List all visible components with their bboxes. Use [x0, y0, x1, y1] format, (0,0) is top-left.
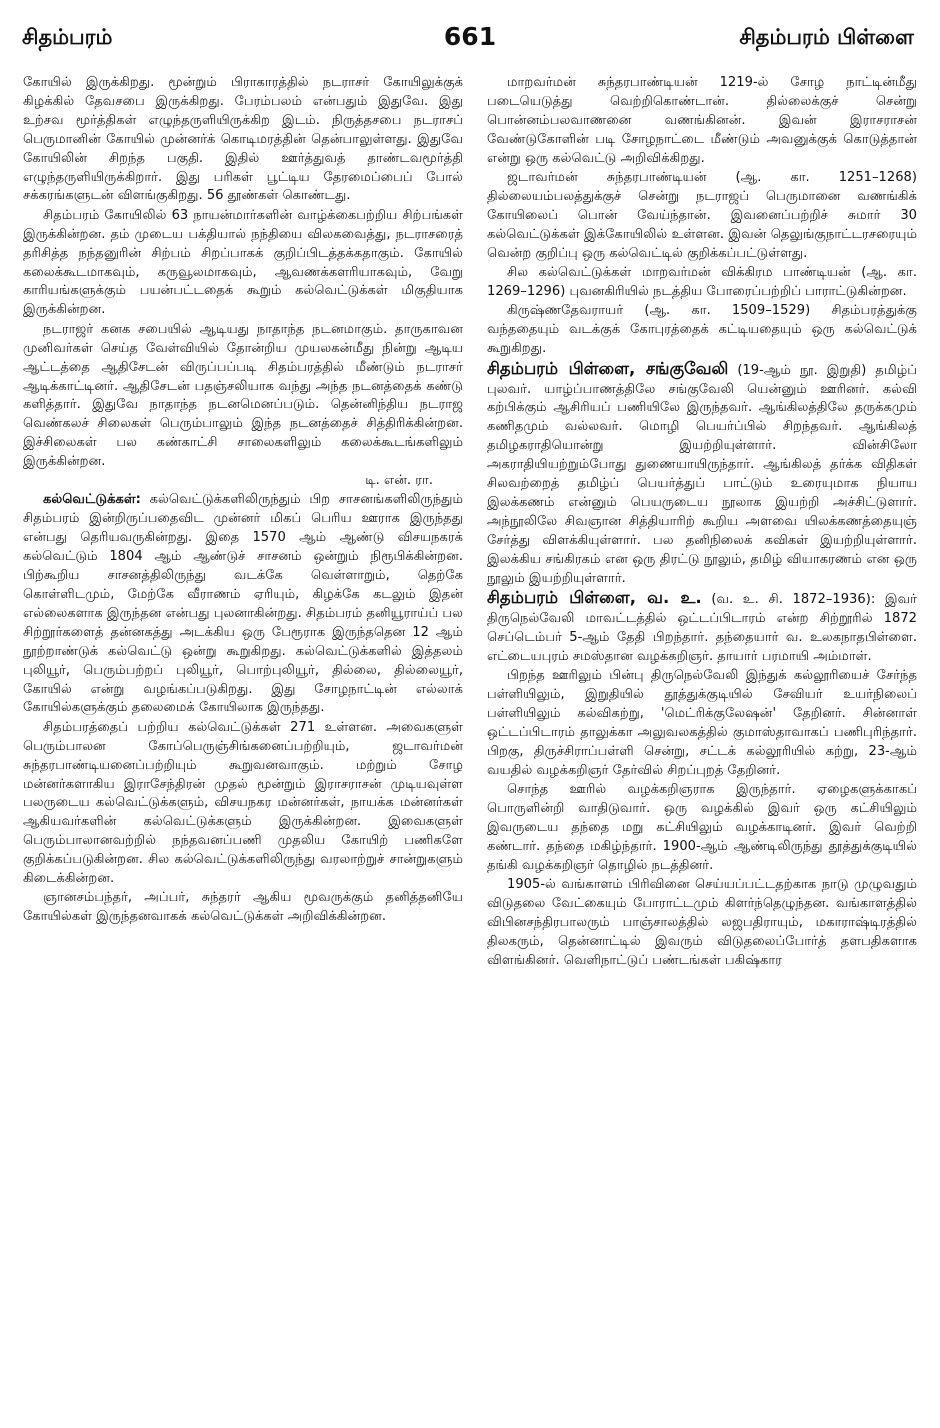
paragraph-voc-freedom: 1905-ல் வங்காளம் பிரிவினை செய்யப்பட்டதற்காக நாடு முழுவதும் விடுதலை வேட்கையும் போராட்டமும் கிளர்ந்தெழுந்தன. வங்காளத்தில் விபினசந்திரபாலரும் பாஞ்சாலத்தில் லஜபதிராயும், மகாராஷ்டிரத்தில் திலகரும், தென்னாட்டில் இவரும் விடுதலைப்போர்த் தளபதிகளாக விளங்கினர். வெளிநாட்டுப் பண்டங்கள் பகிஷ்கார	[487, 877, 917, 968]
paragraph-three-saints: ஞானசம்பந்தர், அப்பர், சுந்தரர் ஆகிய மூவருக்கும் தனித்தனியே கோயில்கள் இருந்தனவாகக் கல்வெட்டுக்கள் அறிவிக்கின்றன.	[23, 890, 463, 925]
entry-voc-title: சிதம்பரம் பிள்ளை, வ. உ.	[487, 587, 702, 607]
author-signature: டி. என். ரா.	[365, 473, 433, 489]
running-head-right: சிதம்பரம் பிள்ளை	[739, 25, 914, 49]
paragraph-voc-education: பிறந்த ஊரிலும் பின்பு திருநெல்வேலி இந்துக் கல்லூரியைச் சேர்ந்த பள்ளியிலும், இறுதியில் தூத்துக்குடியில் சேவியர் உயர்நிலைப் பள்ளியிலும் கல்விகற்று, 'மெட்ரிக்குலேஷன்' தேறினர். சின்னாள் ஒட்டப்பிடாரம் தாலுக்கா அலுவலகத்தில் குமாஸ்தாவாகப் பணிபுரிந்தார். பிறகு, திருச்சிராப்பள்ளி சென்று, சட்டக் கல்லூரியில் கற்று, 23-ஆம் வயதில் வழக்கறிஞர் தேர்வில் சிறப்புறத் தேறினர்.	[487, 668, 917, 778]
entry-voc	[487, 589, 917, 667]
paragraph-maravarman: மாறவர்மன் சுந்தரபாண்டியன் 1219-ல் சோழ நாட்டின்மீது படையெடுத்து வெற்றிகொண்டான். தில்லைக்குச் சென்று பொன்னம்பலவாணனை வணங்கினன். இவன் இராசராசன் வேண்டுகோளின் படி சோழநாட்டை மீண்டும் அவனுக்குக் கொடுத்தான் என்று ஒரு கல்வெட்டு அறிவிக்கிறது.	[487, 75, 917, 166]
paragraph-nataraja-dance	[23, 321, 463, 491]
paragraph-nayanmar-sculptures: சிதம்பரம் கோயிலில் 63 நாயன்மார்களின் வாழ்க்கைபற்றிய சிற்பங்கள் இருக்கின்றன. தம் முடைய பக்தியால் நந்தியை விலகவைத்து, நடராசரைத் தரிசித்த நந்தனுரின் சிற்பம் சிறப்பாகக் குறிப்பிடத்தக்கதாகும். கோயில் கலைக்கூடமாகவும், கருவூலமாகவும், ஆவணக்களரியாகவும், வேறு காரியங்களுக்கும் பயன்பட்டதைக் கூறும் கல்வெட்டுக்கள் மிகுதியாக இருக்கின்றன.	[23, 207, 463, 318]
paragraph-temple-sabhas: கோயில் இருக்கிறது. மூன்றும் பிராகாரத்தில் நடராசர் கோயிலுக்குக் கிழக்கில் தேவசபை இருக்கிறது. பேரம்பலம் என்பதும் இதுவே. இது உற்சவ மூர்த்திகள் எழுந்தருளியிருக்கிற இடம். நிருத்தசபை நடராசப் பெருமானின் கோயில் முன்னர்க் கொடிமரத்தின் தென்பாலுள்ளது. இதுவே கோயிலின் சிறந்த பகுதி. இதில் ஊர்த்துவத் தாண்டவமூர்த்தி எழுந்தருளியிருக்கிறார். இது பரிகள் பூட்டிய தேரமைப்பைப் போல் சக்கரங்களுடன் விளங்குகிறது. 56 தூண்கள் கொண்டது.	[23, 75, 463, 204]
page-number: 661	[443, 22, 497, 51]
entry-sanguveli-body: (19-ஆம் நூ. இறுதி) தமிழ்ப் புலவர். யாழ்ப்பாணத்திலே சங்குவேலி யென்னும் ஊரினர். கல்வி கற்பிக்கும் ஆசிரியப் பணியிலே இருந்தவர். ஆங்கிலத்திலே தருக்கமும் கணிதமும் வல்லவர். மொழி பெயர்ப்பில் சிறந்தவர். ஆங்கிலத் தமிழகராதியொன்று இயற்றியுள்ளார். வின்சிலோ அகராதியியற்றும்போது துணையாயிருந்தார். ஆங்கிலத் தர்க்க விதிகள் சிலவற்றைத் தமிழ்ப் பெயர்த்துப் பாட்டும் உரையுமாக நியாய இலக்கணம் என்னும் பெயருடைய நூலாக இயற்றி அச்சிட்டுளார். அந்நூலிலே சிவஞான சித்தியாரிற் கூறிய அளவை யிலக்கணத்தையுஞ் சேர்த்து விளக்கியுள்ளார். பல தனிநிலைக் கவிகள் இயற்றியுள்ளார். இலக்கிய சங்கிரகம் என ஒரு திரட்டு நூலும், தமிழ் வியாகரணம் என ஒரு நூலும் இயற்றியுள்ளார்.	[487, 362, 917, 586]
inscriptions-text: கல்வெட்டுக்களிலிருந்தும் பிற சாசனங்களிலிருந்தும் சிதம்பரம் இன்றிருப்பதைவிட முன்னர் மிகப் பெரிய ஊராக இருந்தது என்பது தெரியவருகின்றது. இதை 1570 ஆம் ஆண்டு விசயநகரக் கல்வெட்டும் 1804 ஆம் ஆண்டுச் சாசனம் ஒன்றும் நிரூபிக்கின்றன. பிற்கூறிய சாசனத்திலிருந்து வடக்கே வெள்ளாறும், தெற்கே கொள்ளிடமும், மேற்கே வீராணம் ஏரியும், கிழக்கே கடலும் இதன் எல்லைகளாக இருந்தன என்பது புலனாகின்றது. சிதம்பரம் தனியூராய்ப் பல சிற்றூர்களைத் தன்னகத்து அடக்கிய ஒரு பேரூராக இருந்ததென 12 ஆம் நூற்றாண்டுக் கல்வெட்டு ஒன்று கூறுகிறது. கல்வெட்டுக்களில் இத்தலம் புலியூர், பெரும்பற்றப் புலியூர், பொற்புலியூர், தில்லை, தில்லையூர், கோயில் என்று வழங்கப்படுகிறது. இது சோழநாட்டின் எல்லாக் கோயில்களுக்கும் தலைமைக் கோயிலாக இருந்தது.	[23, 492, 463, 716]
paragraph-krishnadevaraya: கிருஷ்ணதேவராயர் (ஆ. கா. 1509–1529) சிதம்பரத்துக்கு வந்ததையும் வடக்குக் கோபுரத்தைக் கட்டியதையும் ஒரு கல்வெட்டுக் கூறுகிறது.	[487, 303, 917, 357]
entry-sanguveli-title: சிதம்பரம் பிள்ளை, சங்குவேலி	[487, 358, 729, 378]
paragraph-inscription-count: சிதம்பரத்தைப் பற்றிய கல்வெட்டுக்கள் 271 உள்ளன. அவைகளுள் பெரும்பாலன கோப்பெருஞ்சிங்கனைப்பற்றியும், ஜடாவர்மன் சுந்தரபாண்டியனைப்பற்றியும் கூறுவனவாகும். மற்றும் சோழ மன்னர்களாகிய இராசேந்திரன் முதல் மூன்றும் இராசராசன் முடியவுள்ள பலருடைய கல்வெட்டுக்களும், விசயநகர மன்னர்கள், நாயக்க மன்னர்கள் ஆகியவர்களின் கல்வெட்டுக்களும் இருக்கின்றன. இவைகளுள் பெரும்பாலானவற்றில் நந்தவனப்பணி முதலிய கோயிற் பணிகளே குறிக்கப்படுகின்றன. சில கல்வெட்டுக்களிலிருந்து வரலாற்றுச் சான்றுகளும் கிடைக்கின்றன.	[23, 719, 463, 887]
entry-voc-birth: (வ. உ. சி. 1872–1936): இவர் திருநெல்வேலி மாவட்டத்தில் ஒட்டப்பிடாரம் என்ற சிற்றூரில் 1872 செப்டெம்பர் 5-ஆம் தேதி பிறந்தார். தந்தையார் வ. உலகநாதபிள்ளை. எட்டையபுரம் சமஸ்தான வழக்கறிஞர். தாயார் பரமாயி அம்மாள்.	[487, 591, 917, 664]
paragraph-nataraja-dance-text: நடராஜர் கனக சபையில் ஆடியது நாதாந்த நடனமாகும். தாருகாவன முனிவர்கள் செய்த வேள்வியில் தோன்றிய முயலகன்மீது நின்று ஆடிய ஆட்டத்தை ஆதிசேடன் விருப்பப்படி சிதம்பரத்தில் மீண்டும் நடராசர் ஆடிக்காட்டினர். ஆதிசேடன் பதஞ்சலியாக வந்து அந்த நடனத்தைக் கண்டு களித்தார். இதுவே நாதாந்த நடனமெனப்படும். தென்னிந்திய நடராஜ வெண்கலச் சிலைகள் பெரும்பாலும் இந்த நடனத்தைச் சித்திரிக்கின்றன. இச்சிலைகள் பல கண்காட்சி சாலைகளிலும் கலைக்கூடங்களிலும் இருக்கின்றன.	[23, 321, 463, 470]
paragraph-voc-lawyer: சொந்த ஊரில் வழக்கறிஞராக இருந்தார். ஏழைகளுக்காகப் பொருளின்றி வாதிடுவார். ஒரு வழக்கில் இவர் ஒரு கட்சியிலும் இவருடைய தந்தை மறு கட்சியிலும் வழக்காடினர். இவர் வெற்றி கண்டார். தந்தை மகிழ்ந்தார். 1900-ஆம் ஆண்டிலிருந்து தூத்துக்குடியில் தங்கி வழக்கறிஞர் தொழில் நடத்தினர்.	[487, 782, 917, 873]
paragraph-jatavarman: ஜடாவர்மன் சுந்தரபாண்டியன் (ஆ. கா. 1251–1268) தில்லையம்பலத்துக்குச் சென்று நடராஜப் பெருமானை வணங்கிக் கோயிலைப் பொன் வேய்ந்தான். இவனைப்பற்றிச் சுமார் 30 கல்வெட்டுக்கள் இக்கோயிலில் உள்ளன. இவன் தெலுங்குநாட்டரசரையும் வென்ற குறிப்பு ஒரு கல்வெட்டில் குறிக்கப்பட்டுள்ளது.	[487, 170, 917, 261]
inscriptions-heading: கல்வெட்டுக்கள்:	[43, 492, 141, 508]
running-head-left: சிதம்பரம்	[22, 25, 113, 49]
paragraph-inscriptions	[23, 491, 463, 718]
entry-sanguveli	[487, 360, 917, 589]
paragraph-vikrama-pandyan: சில கல்வெட்டுக்கள் மாறவர்மன் விக்கிரம பாண்டியன் (ஆ. கா. 1269–1296) புவனகிரியில் நடத்திய போரைப்பற்றிப் பாராட்டுகின்றன.	[487, 265, 917, 299]
right-column	[487, 74, 917, 971]
left-column	[23, 74, 463, 928]
